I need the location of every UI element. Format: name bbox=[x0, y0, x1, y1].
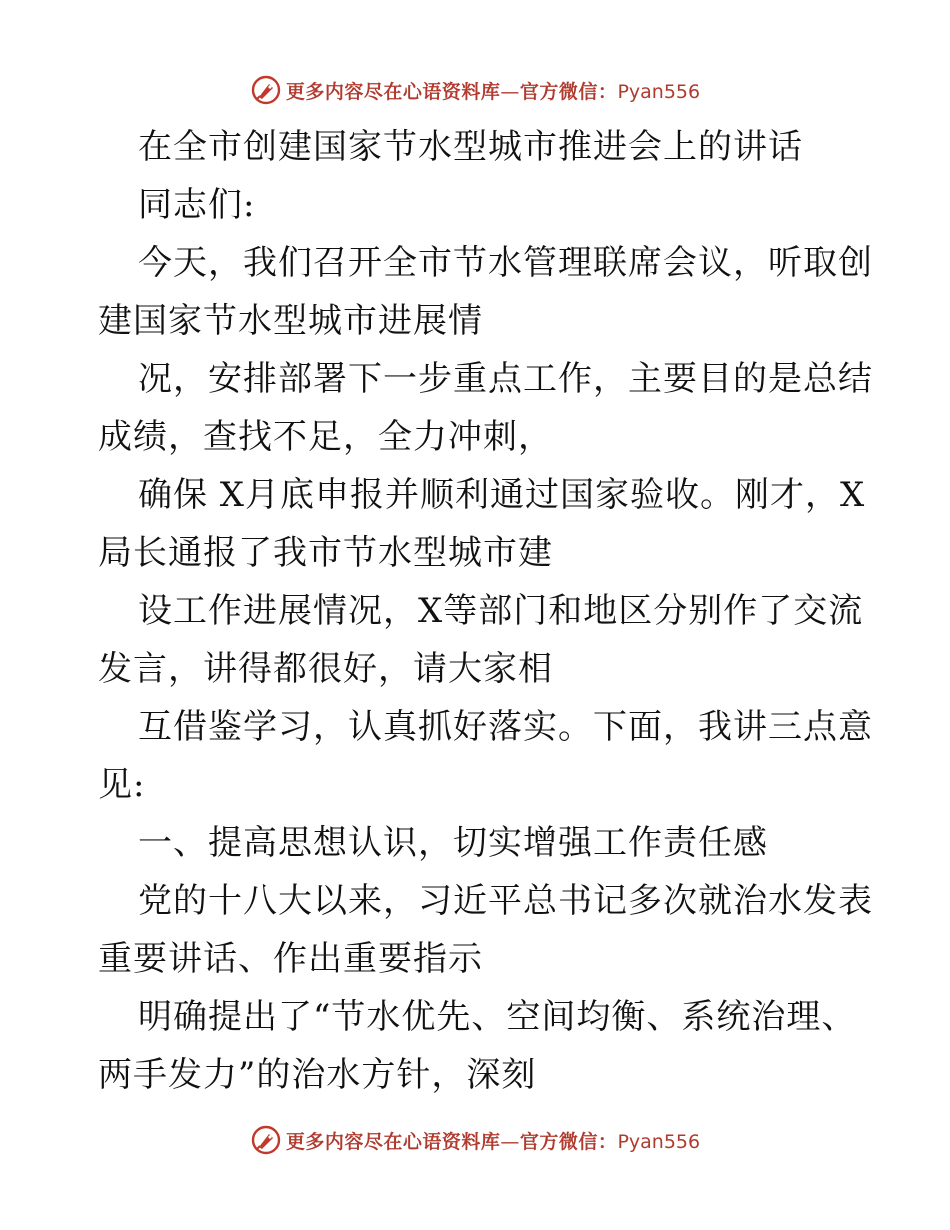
paragraph-line: 建国家节水型城市进展情 bbox=[98, 301, 483, 341]
paragraph-line: 两手发力”的治水方针，深刻 bbox=[98, 1055, 537, 1095]
watermark-main: 更多内容尽在心语资料库 bbox=[285, 1130, 501, 1153]
paragraph-line: 局长通报了我市节水型城市建 bbox=[98, 533, 553, 573]
salutation: 同志们: bbox=[138, 185, 256, 225]
watermark-main: 更多内容尽在心语资料库 bbox=[285, 80, 501, 103]
paragraph-line: 设工作进展情况，X等部门和地区分别作了交流 bbox=[138, 591, 864, 631]
paragraph-line: 党的十八大以来，习近平总书记多次就治水发表 bbox=[138, 881, 873, 921]
watermark-id: Pyan556 bbox=[617, 80, 701, 103]
pen-nib-logo-icon bbox=[250, 74, 282, 106]
watermark-sub: 官方微信： bbox=[519, 80, 618, 103]
paragraph-line: 况，安排部署下一步重点工作，主要目的是总结 bbox=[138, 359, 873, 399]
watermark-id: Pyan556 bbox=[617, 1130, 701, 1153]
paragraph-line: 今天，我们召开全市节水管理联席会议，听取创 bbox=[138, 243, 873, 283]
paragraph-line: 确保 X月底申报并顺利通过国家验收。刚才，X bbox=[138, 475, 866, 515]
paragraph-line: 重要讲话、作出重要指示 bbox=[98, 939, 483, 979]
paragraph-line: 发言，讲得都很好，请大家相 bbox=[98, 649, 553, 689]
header-watermark bbox=[0, 70, 950, 110]
watermark-dash: — bbox=[500, 80, 520, 103]
paragraph-line: 互借鉴学习，认真抓好落实。下面，我讲三点意 bbox=[138, 707, 873, 747]
watermark-text bbox=[286, 77, 700, 104]
pen-nib-logo-icon bbox=[250, 1124, 282, 1156]
paragraph-line: 明确提出了“节水优先、空间均衡、系统治理、 bbox=[138, 997, 857, 1037]
watermark-text bbox=[286, 1127, 700, 1154]
paragraph-line: 成绩，查找不足，全力冲刺， bbox=[98, 417, 553, 457]
document-body bbox=[98, 118, 873, 1104]
watermark-dash: — bbox=[500, 1130, 520, 1153]
paragraph-line: 见: bbox=[98, 765, 146, 805]
section-heading: 一、提高思想认识，切实增强工作责任感 bbox=[138, 823, 768, 863]
watermark-sub: 官方微信： bbox=[519, 1130, 618, 1153]
document-title: 在全市创建国家节水型城市推进会上的讲话 bbox=[138, 127, 803, 167]
footer-watermark bbox=[0, 1120, 950, 1160]
